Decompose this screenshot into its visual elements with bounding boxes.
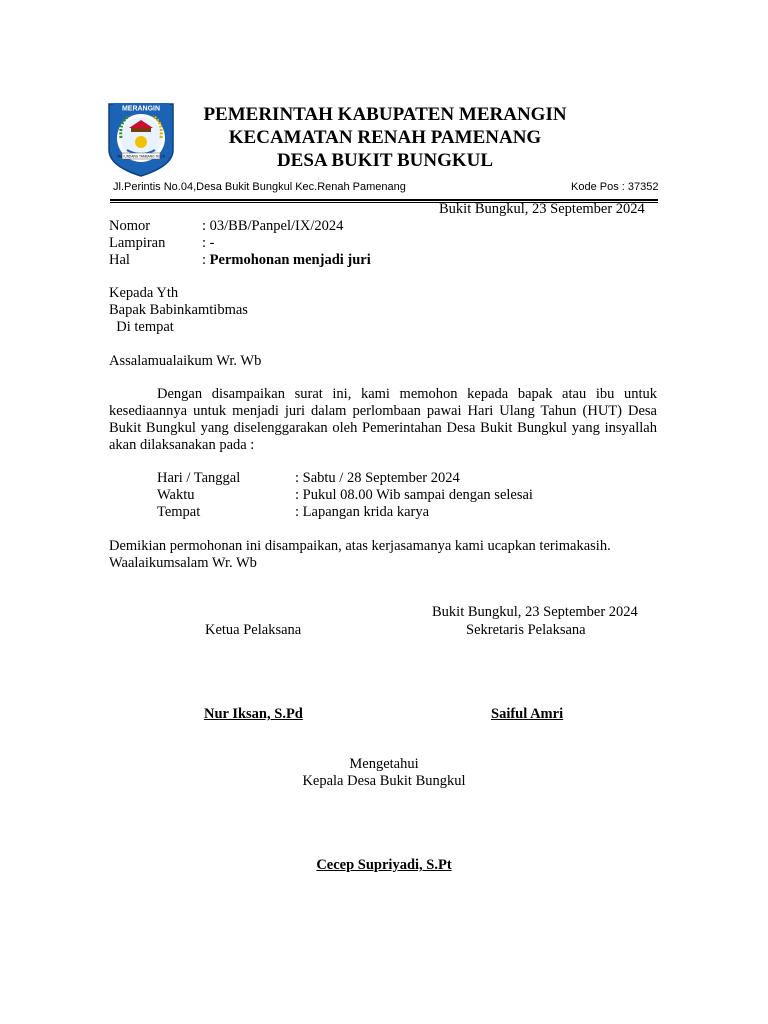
detail-label-date: Hari / Tanggal (157, 470, 241, 486)
letterhead-village: DESA BUKIT BUNGKUL (276, 150, 494, 171)
logo-label: MERANGIN (121, 105, 161, 113)
recipient-line-1: Kepada Yth (109, 285, 179, 301)
signature-left-name: Nur Iksan, S.Pd (204, 706, 303, 722)
logo-motto: TALI UNDANG TAMBANG TELITI (117, 154, 165, 159)
recipient-line-3: Di tempat (109, 319, 174, 335)
meta-value-lampiran: : - (202, 235, 215, 251)
detail-label-time: Waktu (157, 487, 195, 503)
detail-label-place: Tempat (157, 504, 201, 520)
village-head-name: Cecep Supriyadi, S.Pt (316, 857, 452, 873)
letterhead-postal-code: Kode Pos : 37352 (571, 181, 659, 193)
meta-colon-hal: : (202, 252, 210, 268)
recipient-line-2: Bapak Babinkamtibmas (109, 302, 248, 318)
letterhead-address: Jl.Perintis No.04,Desa Bukit Bungkul Kec.Renah Pamenang (113, 181, 406, 193)
meta-value-hal (202, 252, 371, 269)
meta-label-hal: Hal (109, 252, 130, 268)
detail-value-date: : Sabtu / 28 September 2024 (295, 470, 460, 486)
closing-statement: Demikian permohonan ini disampaikan, atas kerjasamanya kami ucapkan terimakasih. (109, 538, 611, 554)
meta-label-lampiran: Lampiran (109, 235, 166, 251)
signature-date: Bukit Bungkul, 23 September 2024 (432, 604, 638, 620)
detail-value-time: : Pukul 08.00 Wib sampai dengan selesai (295, 487, 533, 503)
letter-date: Bukit Bungkul, 23 September 2024 (439, 201, 645, 217)
meta-subject: Permohonan menjadi juri (209, 252, 371, 268)
village-head-title: Kepala Desa Bukit Bungkul (302, 773, 466, 789)
greeting: Assalamualaikum Wr. Wb (109, 353, 262, 369)
closing-salutation: Waalaikumsalam Wr. Wb (109, 555, 257, 571)
body-paragraph: Dengan disampaikan surat ini, kami memohon kepada bapak atau ibu untuk kesediaannya untuk menjadi juri dalam perlombaan pawai Hari Ulang Tahun (HUT) Desa Bukit Bungkul yang diselenggarakan oleh Pemerintahan Desa Bukit Bungkul yang insyallah akan dilaksanakan pada : (109, 386, 657, 453)
detail-value-place: : Lapangan krida karya (295, 504, 430, 520)
signature-right-title: Sekretaris Pelaksana (466, 622, 586, 638)
signature-right-name: Saiful Amri (491, 706, 564, 722)
letterhead-district: KECAMATAN RENAH PAMENANG (228, 127, 542, 148)
meta-value-nomor: : 03/BB/Panpel/IX/2024 (202, 218, 344, 234)
signature-left-title: Ketua Pelaksana (205, 622, 302, 638)
letterhead-government: PEMERINTAH KABUPATEN MERANGIN (203, 104, 567, 125)
meta-label-nomor: Nomor (109, 218, 151, 234)
acknowledge-label: Mengetahui (349, 756, 419, 772)
